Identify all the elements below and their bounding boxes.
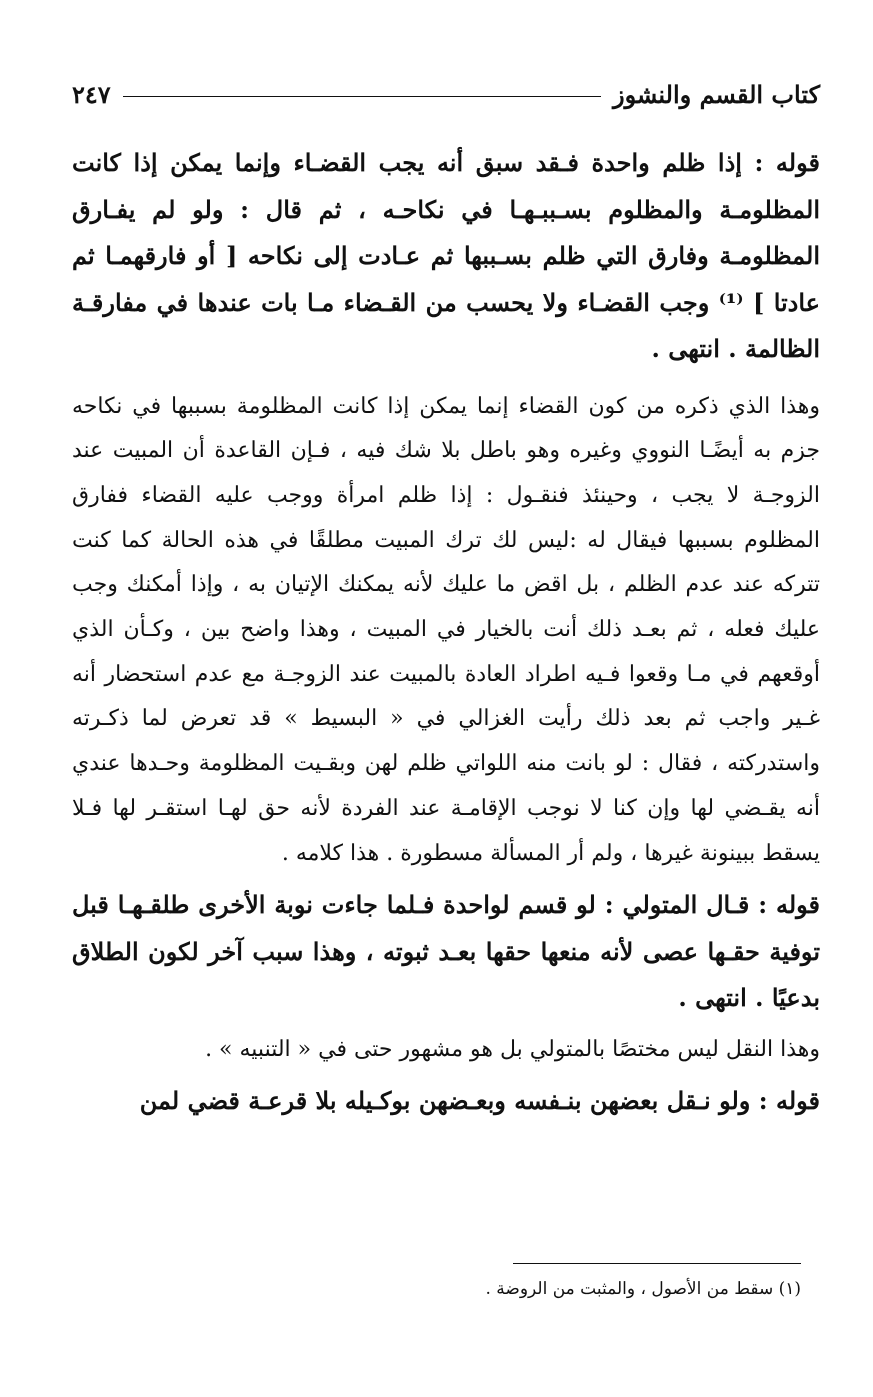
footnote: (١) سقط من الأصول ، والمثبت من الروضة . — [485, 1279, 801, 1299]
header-rule — [123, 96, 601, 97]
commentary-quote-3: قوله : ولو نـقل بعضهن بنـفسه وبعـضهن بوكـيله بلا قرعـة قضي لمن — [139, 1086, 820, 1116]
commentary-body-2: وهذا النقل ليس مختصًا بالمتولي بل هو مشهور حتى في « التنبيه » . — [205, 1036, 820, 1062]
paragraph-gap — [72, 373, 820, 385]
footnote-rule — [513, 1263, 801, 1264]
chapter-title: كتاب القسم والنشوز — [613, 79, 820, 109]
commentary-body-1: وهذا الذي ذكره من كون القضاء إنما يمكن إذا كانت المظلومة بسببها في نكاحه جزم به أيضًـا النووي وغيره وهو باطل بلا شك فيه ، فـإن القاعدة أن المبيت عند الزوجـة لا يجب ، وحينئذ فنقـول : إذا ظلم امرأة ووجب عليه القضاء ففارق المظلوم بسببها فيقال له :ليس لك ترك المبيت مطلقًا في هذه الحالة كما كنت تتركه عند عدم الظلم ، بل اقض ما عليك لأنه يمكنك الإتيان به ، وإذا أمكنك وجب عليك فعله ، ثم بعـد ذلك أنت بالخيار في المبيت ، وهذا واضح بين ، وكـأن الذي أوقعهم في مـا وقعوا فـيه اطراد العادة بالمبيت عند الزوجـة مع عدم استحضار أنه غـير واجب ثم بعد ذلك رأيت الغزالي في « البسيط » قد تعرض لما ذكـرته واستدركته ، فقال : لو بانت منه اللواتي ظلم لهن وبقـيت المظلومة وحـدها عندي أنه يقـضي لها وإن كنا لا نوجب الإقامـة عند الفردة لأنه حق لهـا استقـر لها فـلا يسقط ببينونة غيرها ، ولم أر المسألة مسطورة . هذا كلامه . — [72, 393, 820, 866]
running-header — [72, 74, 820, 114]
commentary-quote-2: قوله : قـال المتولي : لو قسم لواحدة فـلما جاءت نوبة الأخرى طلقـهـا قبل توفية حقـها عصى لأنه منعها حقها بعـد ثبوته ، وهذا سبب آخر لكون الطلاق بدعيًا . انتهى . — [72, 890, 821, 1013]
commentary-quote-1: قوله : إذا ظلم واحدة فـقد سبق أنه يجب القضـاء وإنما يمكن إذا كانت المظلومـة والمظلوم بسـببـهـا في نكاحـه ، ثم قال : ولو لم يفـارق المظلومـة وفارق التي ظلم بسـببها ثم عـادت إلى نكاحه [ أو فارقهمـا ثم عادتا ] ⁽¹⁾ وجب القضـاء ولا يحسب من القـضاء مـا بات عندها في مفارقـة الظالمة . انتهى . — [72, 148, 821, 363]
page-number: ٢٤٧ — [72, 79, 111, 109]
main-text — [72, 140, 820, 1125]
